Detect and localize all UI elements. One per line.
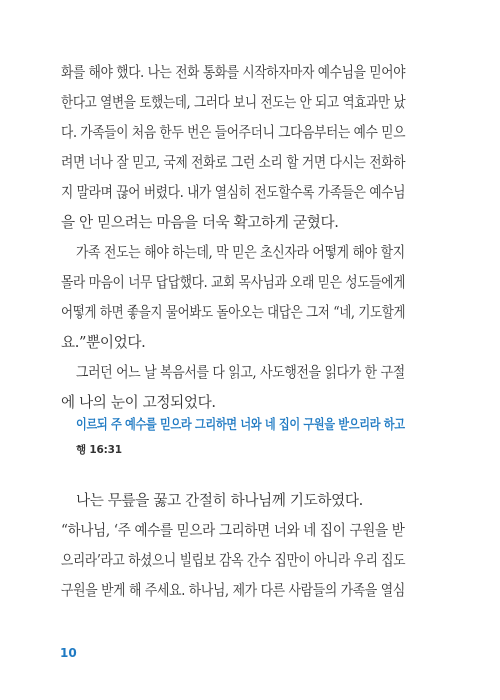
- body-line: 한다고 열변을 토했는데, 그러다 보니 전도는 안 되고 역효과만 났: [61, 94, 406, 111]
- body-line: 화를 해야 했다. 나는 전화 통화를 시작하자마자 예수님을 믿어야: [61, 64, 406, 81]
- body-line: 에 나의 눈이 고정되었다.: [61, 394, 216, 411]
- body-line: 구원을 받게 해 주세요. 하나님, 제가 다른 사람들의 가족을 열심: [61, 582, 405, 599]
- page-number: 10: [60, 646, 77, 660]
- body-line: 그러던 어느 날 복음서를 다 읽고, 사도행전을 읽다가 한 구절: [76, 364, 405, 381]
- body-line: 어떻게 하면 좋을지 물어봐도 돌아오는 대답은 그저 “네, 기도할게: [61, 304, 406, 321]
- body-line: 가족 전도는 해야 하는데, 막 믿은 초신자라 어떻게 해야 할지: [76, 244, 405, 261]
- bible-verse-quote: 이르되 주 예수를 믿으라 그리하면 너와 네 집이 구원을 받으리라 하고: [76, 418, 405, 433]
- body-line: 을 안 믿으려는 마음을 더욱 확고하게 굳혔다.: [61, 214, 339, 231]
- body-line: 나는 무릎을 꿇고 간절히 하나님께 기도하였다.: [76, 492, 363, 509]
- body-line: 몰라 마음이 너무 답답했다. 교회 목사님과 오래 믿은 성도들에게: [61, 274, 406, 291]
- body-line: 다. 가족들이 처음 한두 번은 들어주더니 그다음부터는 예수 믿으: [61, 124, 406, 141]
- body-line: “하나님, ‘주 예수를 믿으라 그리하면 너와 네 집이 구원을 받: [61, 522, 405, 539]
- body-line: 으리라’라고 하셨으니 빌립보 감옥 간수 집만이 아니라 우리 집도: [61, 552, 406, 569]
- body-line: 려면 너나 잘 믿고, 국제 전화로 그런 소리 할 거면 다시는 전화하: [61, 154, 406, 171]
- body-line: 지 말라며 끊어 버렸다. 내가 열심히 전도할수록 가족들은 예수님: [61, 184, 406, 201]
- bible-verse-reference: 행 16:31: [76, 444, 122, 456]
- body-line: 요.”뿐이었다.: [61, 334, 146, 351]
